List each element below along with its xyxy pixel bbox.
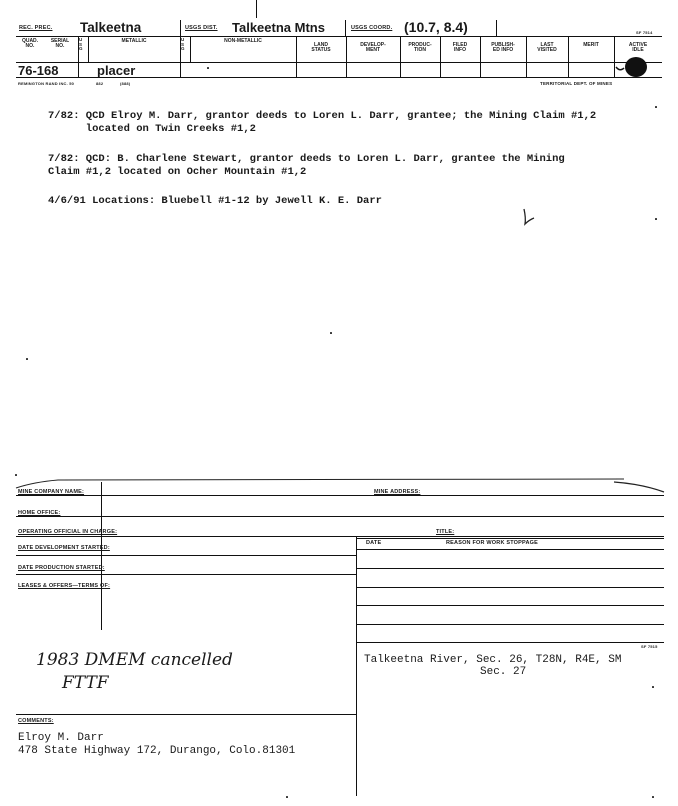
- location-line-2: Sec. 27: [480, 666, 527, 678]
- col-header-last-visited: LAST VISITED: [537, 42, 557, 54]
- pencil-dot: [207, 67, 209, 69]
- speck: [652, 686, 654, 688]
- comments-line-1: Elroy M. Darr: [18, 732, 104, 744]
- col-divider: [496, 20, 497, 36]
- reason-label: REASON FOR WORK STOPPAGE: [446, 540, 538, 546]
- card-top-edge: [14, 474, 666, 502]
- usgs-coord-value: (10.7, 8.4): [404, 19, 468, 35]
- mine-company-name-label: MINE COMPANY NAME:: [18, 489, 85, 495]
- date-production-label: DATE PRODUCTION STARTED:: [18, 565, 105, 571]
- row-divider: [16, 536, 664, 537]
- row-divider: [16, 574, 356, 575]
- col-divider: [180, 20, 181, 36]
- date-development-label: DATE DEVELOPMENT STARTED:: [18, 545, 110, 551]
- row-divider: [356, 587, 664, 588]
- rec-prec-value: Talkeetna: [80, 20, 142, 35]
- home-office-label: HOME OFFICE:: [18, 510, 61, 516]
- col-header-development: DEVELOP- MENT: [360, 42, 386, 54]
- usgs-dist-value: Talkeetna Mtns: [232, 20, 325, 35]
- card-edge-mark: [256, 0, 257, 18]
- handwritten-note: FTTF: [62, 673, 109, 693]
- col-header-production: PRODUC- TION: [408, 42, 432, 54]
- speck: [26, 358, 28, 360]
- row-divider: [16, 495, 664, 496]
- row-divider: [356, 605, 664, 606]
- row-divider: [16, 555, 356, 556]
- speck: [286, 796, 288, 798]
- check-mark: [520, 206, 542, 228]
- row-divider: [356, 538, 664, 539]
- usgs-coord-label: USGS COORD.: [351, 25, 393, 31]
- usgs-dist-label: USGS DIST.: [185, 25, 218, 31]
- leases-label: LEASES & OFFERS—TERMS OF:: [18, 583, 111, 589]
- metallic-value: placer: [97, 63, 136, 78]
- title-label: TITLE:: [436, 529, 455, 535]
- col-header-published-info: PUBLISH- ED INFO: [491, 42, 515, 54]
- col-header-filed-info: FILED INFO: [452, 42, 468, 54]
- form-number: SF 7515: [641, 644, 658, 649]
- row-divider: [16, 714, 356, 715]
- usg-letters: U S G: [79, 37, 83, 52]
- mine-address-label: MINE ADDRESS:: [374, 489, 421, 495]
- rec-prec-label: REC. PREC.: [19, 25, 53, 31]
- entry-3: 4/6/91 Locations: Bluebell #1-12 by Jewell K. E. Darr: [48, 195, 382, 207]
- date-label: DATE: [366, 540, 382, 546]
- row-divider: [356, 549, 664, 550]
- col-header-quad: QUAD. NO.: [21, 38, 39, 50]
- footer-code: 882: [96, 81, 104, 86]
- active-marker-icon: [612, 54, 652, 82]
- header-row-divider: [16, 36, 662, 37]
- footer-left: REMINGTON RAND INC. 50: [18, 81, 75, 86]
- col-header-serial: SERIAL NO.: [50, 38, 70, 50]
- entry-2: 7/82: QCD: B. Charlene Stewart, grantor deeds to Loren L. Darr, grantee the Mining Claim #1,2 located on Ocher Mountain #1,2: [48, 153, 565, 179]
- center-divider: [356, 536, 357, 796]
- form-number: SF 7514: [636, 30, 653, 35]
- entry-1: 7/82: QCD Elroy M. Darr, grantor deeds to Loren L. Darr, grantee; the Mining Claim #1,2 located on Twin Creeks #1,2: [48, 110, 597, 136]
- speck: [652, 796, 654, 798]
- speck: [655, 218, 657, 220]
- handwritten-note: 1983 DMEM cancelled: [36, 650, 233, 670]
- footer-code: (888): [120, 81, 131, 86]
- col-header-metallic: METALLIC: [121, 38, 147, 44]
- col-header-land-status: LAND STATUS: [311, 42, 331, 54]
- col-header-non-metallic: NON-METALLIC: [224, 38, 262, 44]
- row-divider: [356, 642, 664, 643]
- operating-official-label: OPERATING OFFICIAL IN CHARGE:: [18, 529, 118, 535]
- comments-label: COMMENTS:: [18, 718, 54, 724]
- col-divider: [345, 20, 346, 36]
- row-divider: [16, 516, 664, 517]
- speck: [330, 332, 332, 334]
- usg-letters: U S G: [181, 37, 185, 52]
- left-column-divider: [101, 482, 102, 630]
- speck: [655, 106, 657, 108]
- col-header-merit: MERIT: [583, 42, 599, 48]
- row-divider: [356, 568, 664, 569]
- row-divider: [356, 624, 664, 625]
- col-header-active-idle: ACTIVE IDLE: [628, 42, 648, 54]
- location-line-1: Talkeetna River, Sec. 26, T28N, R4E, SM: [364, 654, 622, 666]
- comments-line-2: 478 State Highway 172, Durango, Colo.81301: [18, 745, 296, 757]
- footer-right: TERRITORIAL DEPT. OF MINES: [540, 81, 613, 86]
- quad-serial-value: 76-168: [18, 63, 59, 78]
